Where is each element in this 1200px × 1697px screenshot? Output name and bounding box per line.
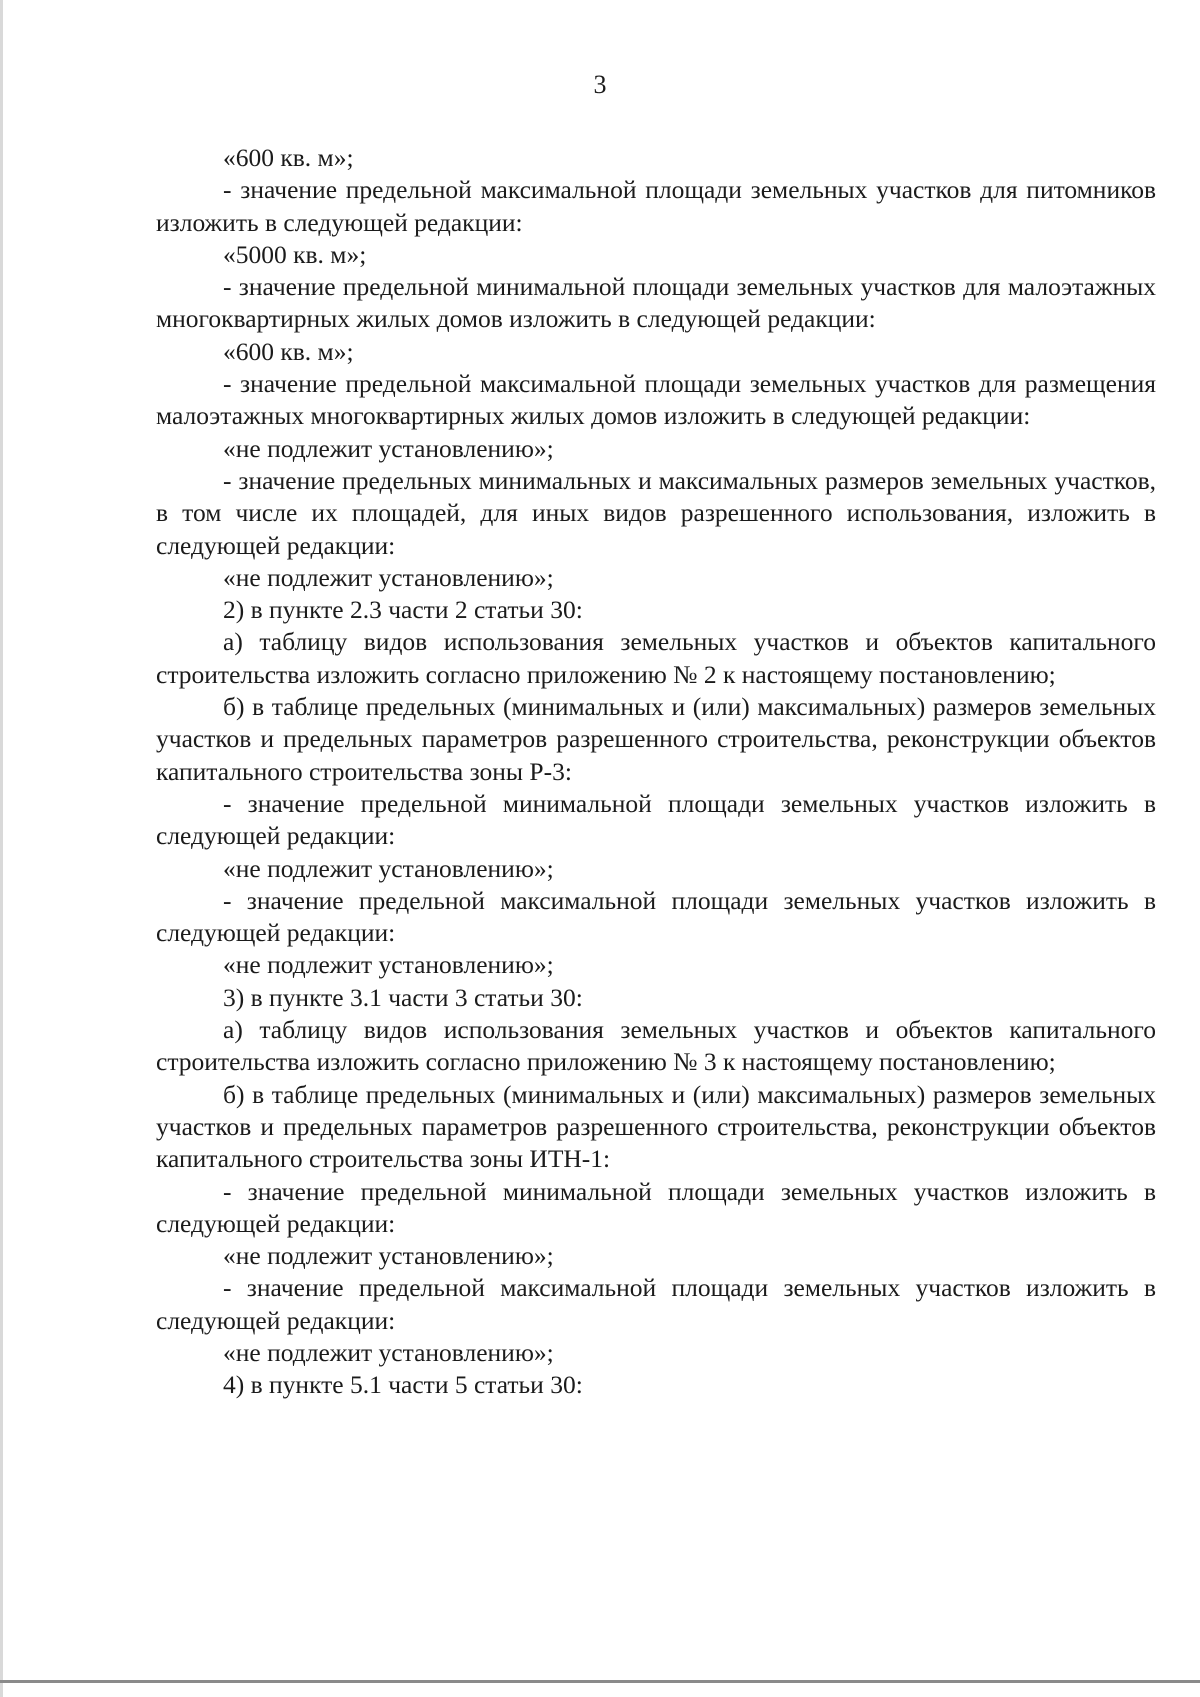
paragraph-item: а) таблицу видов использования земельных участков и объектов капитального строительства изложить согласно приложению № 2 к настоящему постановлению; <box>156 627 1156 689</box>
page-number: 3 <box>593 70 607 99</box>
paragraph-item: - значение предельной минимальной площади земельных участков изложить в следующей редакции: <box>156 788 1156 851</box>
paragraph-value: «не подлежит установлению»; <box>223 433 554 463</box>
paragraph-item: - значение предельной максимальной площади земельных участков изложить в следующей редакции: <box>156 885 1156 948</box>
paragraph-item: б) в таблице предельных (минимальных и (или) максимальных) размеров земельных участков и предельных параметров разрешенного строительства, реконструкции объектов капитального строительства зоны Р-3: <box>156 692 1156 786</box>
paragraph-value: «не подлежит установлению»; <box>223 562 554 592</box>
paragraph-value: «не подлежит установлению»; <box>223 853 554 883</box>
paragraph-heading: 3) в пункте 3.1 части 3 статьи 30: <box>223 982 583 1012</box>
document-body <box>156 142 1156 1402</box>
paragraph-item: а) таблицу видов использования земельных участков и объектов капитального строительства изложить согласно приложению № 3 к настоящему постановлению; <box>156 1015 1156 1077</box>
paragraph-value: «5000 кв. м»; <box>223 239 367 269</box>
paragraph-heading: 2) в пункте 2.3 части 2 статьи 30: <box>223 595 583 625</box>
paragraph-value: «не подлежит установлению»; <box>223 1337 554 1367</box>
paragraph-value: «не подлежит установлению»; <box>223 950 554 980</box>
paragraph-item: - значение предельной максимальной площади земельных участков изложить в следующей редакции: <box>156 1273 1156 1335</box>
paragraph-heading: 4) в пункте 5.1 части 5 статьи 30: <box>223 1370 583 1400</box>
paragraph-item: - значение предельной максимальной площади земельных участков для питомников изложить в следующей редакции: <box>156 175 1156 237</box>
paragraph-item: б) в таблице предельных (минимальных и (или) максимальных) размеров земельных участков и предельных параметров разрешенного строительства, реконструкции объектов капитального строительства зоны ИТН-1: <box>156 1079 1156 1174</box>
scan-left-edge <box>0 0 3 1697</box>
paragraph-value: «600 кв. м»; <box>223 336 354 366</box>
paragraph-item: - значение предельной минимальной площади земельных участков изложить в следующей редакции: <box>156 1176 1156 1238</box>
paragraph-value: «не подлежит установлению»; <box>223 1241 554 1271</box>
paragraph-value: «600 кв. м»; <box>223 143 354 172</box>
paragraph-item: - значение предельной минимальной площади земельных участков для малоэтажных многоквартирных жилых домов изложить в следующей редакции: <box>156 272 1156 334</box>
paragraph-item: - значение предельных минимальных и максимальных размеров земельных участков, в том числе их площадей, для иных видов разрешенного использования, изложить в следующей редакции: <box>156 465 1156 560</box>
scan-bottom-edge <box>0 1680 1200 1683</box>
paragraph-item: - значение предельной максимальной площади земельных участков для размещения малоэтажных многоквартирных жилых домов изложить в следующей редакции: <box>156 369 1156 431</box>
